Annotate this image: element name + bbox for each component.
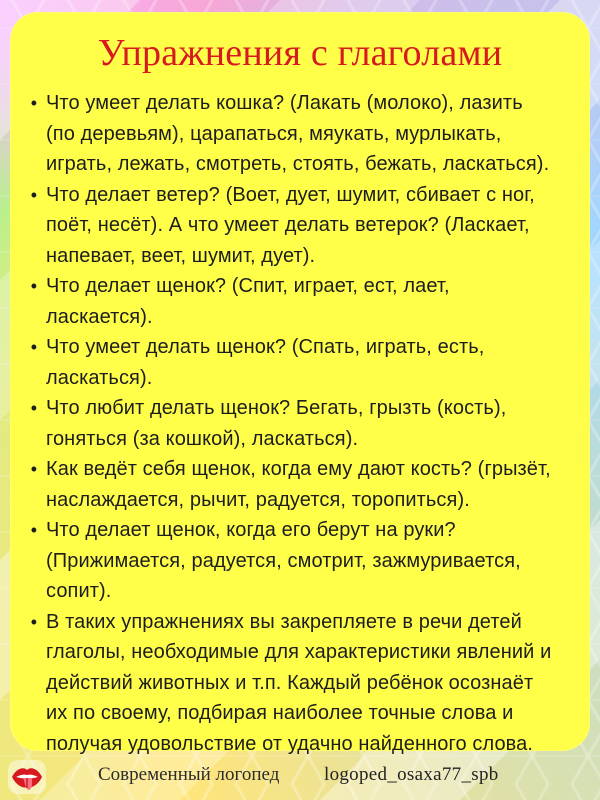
list-item-text: Что умеет делать щенок? (Спать, играть, есть, ласкаться). xyxy=(46,336,485,389)
list-item-text: Что умеет делать кошка? (Лакать (молоко), лазить (по деревьям), царапаться, мяукать, мурлыкать, играть, лежать, смотреть, стоять, бежать, ласкаться). xyxy=(46,92,550,175)
bullet-icon: • xyxy=(30,398,38,418)
bullet-icon: • xyxy=(30,184,38,205)
list-item xyxy=(28,454,572,515)
lips-tongue-icon xyxy=(8,760,46,794)
list-item xyxy=(28,271,572,332)
list-item-text: Что делает ветер? (Воет, дует, шумит, сбивает с ног, поёт, несёт). А что умеет делать ветерок? (Ласкает, напевает, веет, шумит, дует). xyxy=(46,183,535,267)
bullet-icon: • xyxy=(30,337,38,357)
bullet-icon: • xyxy=(30,276,38,296)
list-item xyxy=(28,607,572,760)
bullet-icon: • xyxy=(30,459,38,479)
list-item-text: В таких упражнениях вы закрепляете в речи детей глаголы, необходимые для характеристики явлений и действий животных и т.п. Каждый ребёнок осознаёт их по своему, подбирая наиболее точные слова и получая удовольствие от удачно найденного слова. xyxy=(46,610,552,755)
list-item-text: Что любит делать щенок? Бегать, грызть (кость), гоняться (за кошкой), ласкаться). xyxy=(46,397,507,450)
list-item xyxy=(28,88,572,180)
bullet-icon: • xyxy=(30,93,38,113)
footer xyxy=(0,752,600,800)
list-item xyxy=(28,515,572,607)
content-card xyxy=(10,12,590,755)
exercise-list xyxy=(28,88,572,759)
list-item-text: Что делает щенок? (Спит, играет, ест, лает, ласкается). xyxy=(46,275,450,328)
list-item-text: Что делает щенок, когда его берут на руки? (Прижимается, радуется, смотрит, зажмуривается, сопит). xyxy=(46,519,521,602)
brand-name: Современный логопед xyxy=(98,764,280,785)
bullet-icon: • xyxy=(30,520,38,540)
list-item xyxy=(28,180,572,272)
social-handle: logoped_osaxa77_spb xyxy=(324,764,499,785)
page-title: Упражнения с глаголами xyxy=(97,32,503,74)
list-item xyxy=(28,393,572,454)
bullet-icon: • xyxy=(30,611,38,632)
list-item-text: Как ведёт себя щенок, когда ему дают кость? (грызёт, наслаждается, рычит, радуется, торопиться). xyxy=(46,458,551,511)
list-item xyxy=(28,332,572,393)
